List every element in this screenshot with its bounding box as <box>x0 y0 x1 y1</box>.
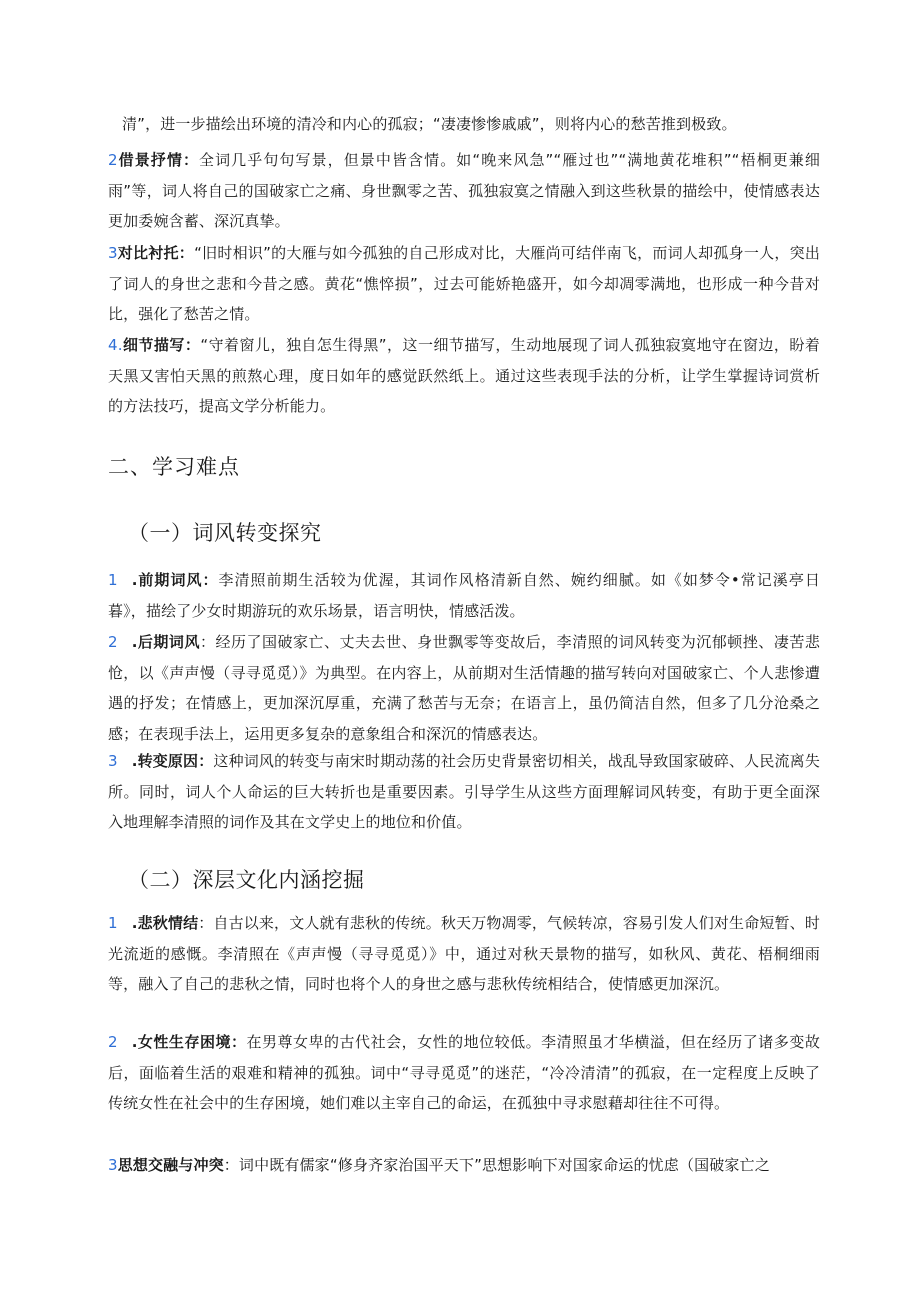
list-item <box>108 746 820 838</box>
item-term: 思想交融与冲突 <box>117 1156 224 1174</box>
subsection-title: （二）深层文化内涵挖掘 <box>128 868 365 892</box>
subsection-title: （一）词风转变探究 <box>128 521 322 545</box>
item-number: 3 <box>108 752 118 770</box>
item-number: 2 <box>108 151 118 169</box>
item-term: .悲秋情结 <box>131 914 199 932</box>
item-text: 全词几乎句句写景，但景中皆含情。如“晚来风急”“雁过也”“满地黄花堆积”“梧桐更兼细雨”等，词人将自己的国破家亡之痛、身世飘零之苦、孤独寂寞之情融入到这些秋景的描绘中，使情感表达更加委婉含蓄、深沉真挚。 <box>108 151 820 230</box>
technique-item <box>108 330 820 422</box>
item-text: 李清照前期生活较为优渥，其词作风格清新自然、婉约细腻。如《如梦令•常记溪亭日暮》，描绘了少女时期游玩的欢乐场景，语言明快，情感活泼。 <box>108 571 820 620</box>
list-item <box>108 627 820 749</box>
intro-continuation <box>108 109 820 140</box>
item-number: 2 <box>108 1033 118 1051</box>
list-item <box>108 1150 820 1181</box>
item-term: 细节描写： <box>122 336 201 354</box>
technique-item <box>108 145 820 237</box>
item-term: .转变原因： <box>131 752 214 770</box>
list-item <box>108 908 820 1000</box>
item-text: “守着窗儿，独自怎生得黑”，这一细节描写，生动地展现了词人孤独寂寞地守在窗边，盼着天黑又害怕天黑的煎熬心理，度日如年的感觉跃然纸上。通过这些表现手法的分析，让学生掌握诗词赏析的方法技巧，提高文学分析能力。 <box>108 336 820 415</box>
section-title: 二、学习难点 <box>108 455 240 479</box>
item-number: 2 <box>108 633 118 651</box>
item-term: .前期词风： <box>131 571 219 589</box>
technique-item <box>108 238 820 330</box>
list-item <box>108 1027 820 1119</box>
item-text: ：词中既有儒家“修身齐家治国平天下”思想影响下对国家命运的忧虑（国破家亡之 <box>223 1156 770 1174</box>
item-term: 借景抒情： <box>117 151 200 169</box>
intro-text: 清”，进一步描绘出环境的清冷和内心的孤寂；“凄凄惨惨戚戚”，则将内心的愁苦推到极致。 <box>122 115 737 133</box>
item-text: “旧时相识”的大雁与如今孤独的自己形成对比，大雁尚可结伴南飞，而词人却孤身一人，突出了词人的身世之悲和今昔之感。黄花“憔悴损”，过去可能娇艳盛开，如今却凋零满地，也形成一种今昔对比，强化了愁苦之情。 <box>108 244 820 323</box>
item-number: 4. <box>108 336 123 354</box>
item-term: .后期词风 <box>131 633 200 651</box>
item-term: 对比衬托： <box>117 244 195 262</box>
item-number: 3 <box>108 244 118 262</box>
list-item <box>108 565 820 626</box>
item-number: 1 <box>108 914 118 932</box>
item-text: ：自古以来，文人就有悲秋的传统。秋天万物凋零，气候转凉，容易引发人们对生命短暂、时光流逝的感慨。李清照在《声声慢（寻寻觅觅）》中，通过对秋天景物的描写，如秋风、黄花、梧桐细雨等，融入了自己的悲秋之情，同时也将个人的身世之感与悲秋传统相结合，使情感更加深沉。 <box>108 914 820 993</box>
item-number: 1 <box>108 571 118 589</box>
item-number: 3 <box>108 1156 118 1174</box>
item-text: 在男尊女卑的古代社会，女性的地位较低。李清照虽才华横溢，但在经历了诸多变故后，面临着生活的艰难和精神的孤独。词中“寻寻觅觅”的迷茫，“冷冷清清”的孤寂，在一定程度上反映了传统女性在社会中的生存困境，她们难以主宰自己的命运，在孤独中寻求慰藉却往往不可得。 <box>108 1033 820 1112</box>
item-text: 这种词风的转变与南宋时期动荡的社会历史背景密切相关，战乱导致国家破碎、人民流离失所。同时，词人个人命运的巨大转折也是重要因素。引导学生从这些方面理解词风转变，有助于更全面深入地理解李清照的词作及其在文学史上的地位和价值。 <box>108 752 820 831</box>
item-term: .女性生存困境： <box>131 1033 247 1051</box>
item-text: ：经历了国破家亡、丈夫去世、身世飘零等变故后，李清照的词风转变为沉郁顿挫、凄苦悲怆，以《声声慢（寻寻觅觅）》为典型。在内容上，从前期对生活情趣的描写转向对国破家亡、个人悲惨遭遇的抒发；在情感上，更加深沉厚重，充满了愁苦与无奈；在语言上，虽仍简洁自然，但多了几分沧桑之感；在表现手法上，运用更多复杂的意象组合和深沉的情感表达。 <box>108 633 820 743</box>
